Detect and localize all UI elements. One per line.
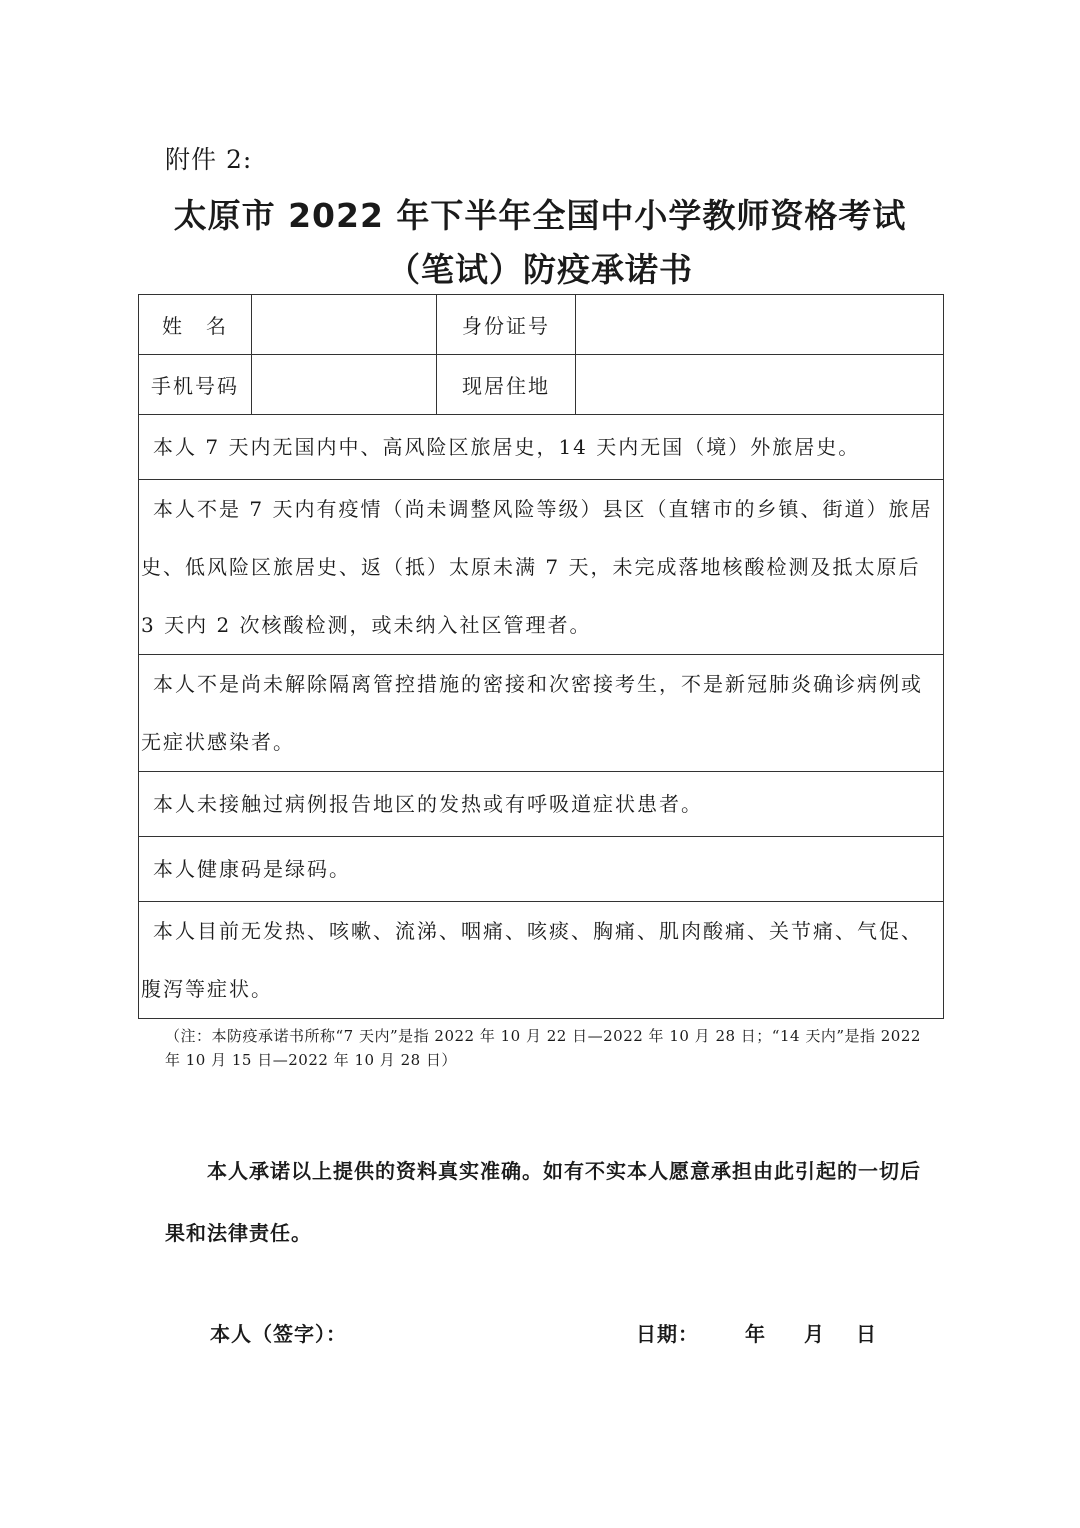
table-row xyxy=(139,355,944,415)
document-title-line-1: 太原市 2022 年下半年全国中小学教师资格考试 xyxy=(173,196,907,235)
table-row xyxy=(139,295,944,355)
table-row xyxy=(139,655,944,772)
pledge-item-1: 本人 7 天内无国内中、高风险区旅居史，14 天内无国（境）外旅居史。 xyxy=(139,415,944,480)
name-field[interactable] xyxy=(252,295,437,355)
date-range-note: （注：本防疫承诺书所称“7 天内”是指 2022 年 10 月 22 日—2022 年 10 月 28 日；“14 天内”是指 2022 年 10 月 15 日—2022 年 10 月 28 日） xyxy=(165,1027,921,1069)
date-label: 日期： xyxy=(636,1322,699,1346)
table-row xyxy=(139,837,944,902)
pledge-form-table xyxy=(138,294,944,1019)
phone-field[interactable] xyxy=(252,355,437,415)
table-row xyxy=(139,902,944,1019)
pledge-item-2: 本人不是 7 天内有疫情（尚未调整风险等级）县区（直辖市的乡镇、街道）旅居史、低风险区旅居史、返（抵）太原未满 7 天，未完成落地核酸检测及抵太原后 3 天内 2 次核酸检测，或未纳入社区管理者。 xyxy=(139,480,944,655)
attachment-label: 附件 2: xyxy=(165,145,253,174)
year-label: 年 xyxy=(745,1322,766,1346)
table-row xyxy=(139,480,944,655)
address-label: 现居住地 xyxy=(437,355,576,415)
pledge-statement: 本人承诺以上提供的资料真实准确。如有不实本人愿意承担由此引起的一切后果和法律责任。 xyxy=(165,1159,921,1245)
id-number-field[interactable] xyxy=(576,295,944,355)
pledge-item-5: 本人健康码是绿码。 xyxy=(139,837,944,902)
name-label: 姓 名 xyxy=(139,295,252,355)
id-number-label: 身份证号 xyxy=(437,295,576,355)
month-label: 月 xyxy=(804,1322,825,1346)
pledge-item-4: 本人未接触过病例报告地区的发热或有呼吸道症状患者。 xyxy=(139,772,944,837)
pledge-item-3: 本人不是尚未解除隔离管控措施的密接和次密接考生，不是新冠肺炎确诊病例或无症状感染者。 xyxy=(139,655,944,772)
table-row xyxy=(139,415,944,480)
signature-label: 本人（签字）： xyxy=(210,1322,347,1346)
phone-label: 手机号码 xyxy=(139,355,252,415)
table-row xyxy=(139,772,944,837)
address-field[interactable] xyxy=(576,355,944,415)
pledge-item-6: 本人目前无发热、咳嗽、流涕、咽痛、咳痰、胸痛、肌肉酸痛、关节痛、气促、腹泻等症状。 xyxy=(139,902,944,1019)
day-label: 日 xyxy=(856,1322,877,1346)
document-title-line-2: （笔试）防疫承诺书 xyxy=(387,250,693,289)
